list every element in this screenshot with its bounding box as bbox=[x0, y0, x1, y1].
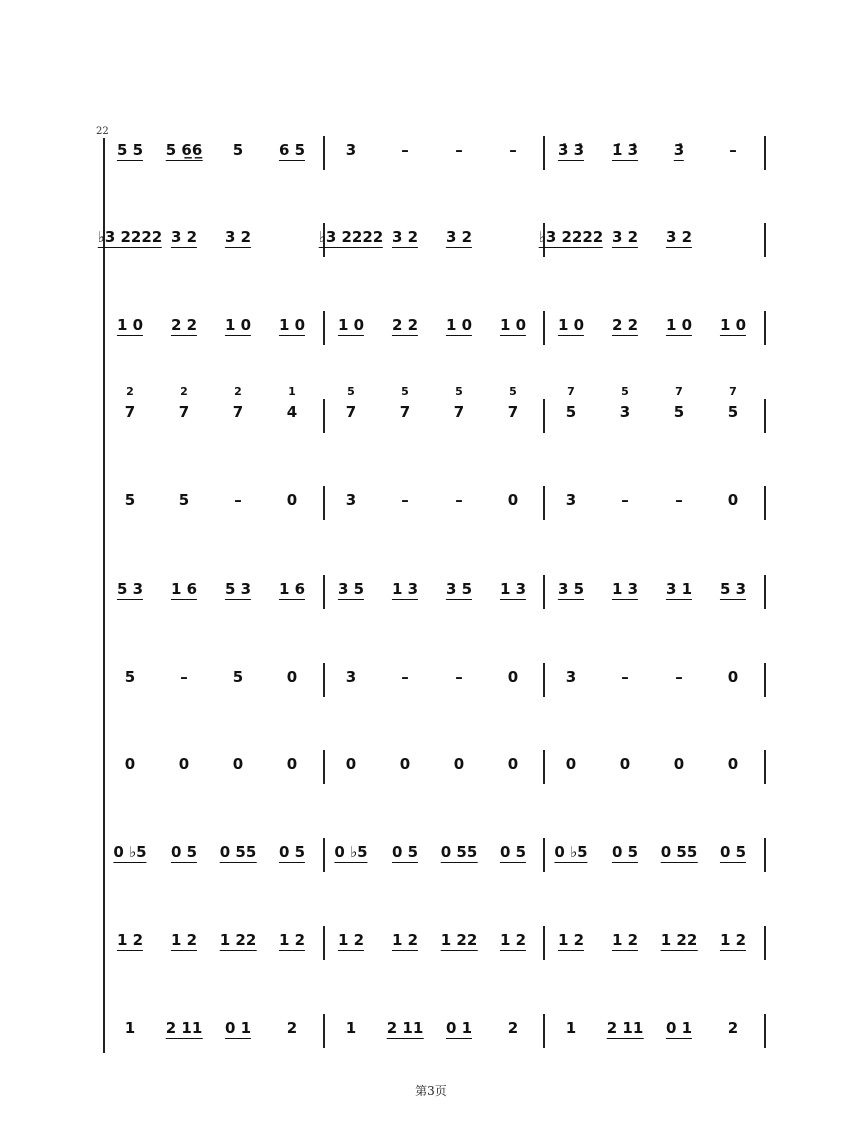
jianpu-note: 3 bbox=[345, 668, 357, 686]
jianpu-note: 1 0 bbox=[224, 316, 252, 334]
jianpu-note: 5 6̲6̲ bbox=[165, 141, 203, 159]
jianpu-note: 1 2 bbox=[278, 931, 306, 949]
jianpu-note: ♭3 2222 bbox=[97, 228, 163, 246]
jianpu-note: 2 2 bbox=[170, 316, 198, 334]
jianpu-note: 1 3 bbox=[611, 580, 639, 598]
jianpu-note: 1 2 bbox=[611, 931, 639, 949]
jianpu-note: 3 bbox=[345, 491, 357, 509]
jianpu-note: 1 2 bbox=[170, 931, 198, 949]
jianpu-note: 3 bbox=[345, 141, 357, 159]
jianpu-note: 5 bbox=[727, 403, 739, 421]
jianpu-note: – bbox=[180, 668, 188, 686]
barline bbox=[323, 136, 325, 170]
jianpu-note: – bbox=[401, 491, 409, 509]
jianpu-note: 1 2 bbox=[719, 931, 747, 949]
measure-number: 22 bbox=[96, 126, 109, 137]
jianpu-note: 0 ♭5 bbox=[554, 843, 588, 861]
jianpu-note: 1 bbox=[565, 1019, 577, 1037]
jianpu-note: – bbox=[455, 491, 463, 509]
jianpu-note: 0 ♭5 bbox=[113, 843, 147, 861]
staff-row-7 bbox=[0, 647, 862, 707]
jianpu-note: 7 bbox=[178, 403, 190, 421]
jianpu-note: 1 2 bbox=[557, 931, 585, 949]
jianpu-note: 1 0 bbox=[445, 316, 473, 334]
jianpu-note: – bbox=[234, 491, 242, 509]
jianpu-note: 0 bbox=[727, 491, 739, 509]
jianpu-note: 4 bbox=[286, 403, 298, 421]
jianpu-note: – bbox=[729, 141, 737, 159]
jianpu-note: 3 bbox=[565, 668, 577, 686]
jianpu-note: – bbox=[675, 668, 683, 686]
jianpu-note: 3 5 bbox=[337, 580, 365, 598]
barline bbox=[543, 311, 545, 345]
chord-upper-note: 2 bbox=[126, 385, 134, 398]
chord-upper-note: 2 bbox=[234, 385, 242, 398]
jianpu-note: 0 bbox=[345, 755, 357, 773]
chord-upper-note: 7 bbox=[567, 385, 575, 398]
jianpu-note: 1 0 bbox=[557, 316, 585, 334]
barline bbox=[764, 838, 766, 872]
jianpu-note: 2 11 bbox=[386, 1019, 424, 1037]
jianpu-note: 2 11 bbox=[606, 1019, 644, 1037]
jianpu-note: 0 55 bbox=[219, 843, 257, 861]
barline bbox=[323, 663, 325, 697]
jianpu-note: 3 5 bbox=[445, 580, 473, 598]
chord-upper-note: 7 bbox=[729, 385, 737, 398]
jianpu-note: 7 bbox=[399, 403, 411, 421]
barline bbox=[543, 399, 545, 433]
jianpu-note: 7 bbox=[124, 403, 136, 421]
jianpu-note: 0 bbox=[619, 755, 631, 773]
chord-upper-note: 7 bbox=[675, 385, 683, 398]
jianpu-note: 2 11 bbox=[165, 1019, 203, 1037]
jianpu-note: 2 2 bbox=[391, 316, 419, 334]
jianpu-note: 1̇ 3̇ bbox=[611, 141, 639, 159]
staff-row-8 bbox=[0, 734, 862, 794]
barline bbox=[543, 486, 545, 520]
staff-row-5 bbox=[0, 470, 862, 530]
jianpu-note: – bbox=[401, 141, 409, 159]
jianpu-note: 3 5 bbox=[557, 580, 585, 598]
jianpu-note: 0 bbox=[673, 755, 685, 773]
jianpu-note: 3 2 bbox=[665, 228, 693, 246]
jianpu-note: 0 bbox=[507, 668, 519, 686]
jianpu-note: 5 bbox=[232, 141, 244, 159]
jianpu-note: 0 55 bbox=[440, 843, 478, 861]
jianpu-note: 3 2 bbox=[391, 228, 419, 246]
barline bbox=[543, 575, 545, 609]
jianpu-note: 7 bbox=[345, 403, 357, 421]
jianpu-note: 5 bbox=[232, 668, 244, 686]
jianpu-note: 7 bbox=[507, 403, 519, 421]
jianpu-note: 1 0 bbox=[719, 316, 747, 334]
jianpu-note: – bbox=[675, 491, 683, 509]
staff-row-10 bbox=[0, 910, 862, 970]
staff-row-3 bbox=[0, 295, 862, 355]
jianpu-note: 1 22 bbox=[440, 931, 478, 949]
staff-row-2 bbox=[0, 207, 862, 267]
jianpu-note: 0 5 bbox=[719, 843, 747, 861]
jianpu-note: 3̇ 3̇ bbox=[557, 141, 585, 159]
jianpu-note: 0 bbox=[727, 668, 739, 686]
jianpu-note: 0 bbox=[507, 755, 519, 773]
jianpu-note: 1 6 bbox=[278, 580, 306, 598]
barline bbox=[323, 575, 325, 609]
jianpu-note: 1 6 bbox=[170, 580, 198, 598]
jianpu-note: 0 bbox=[286, 755, 298, 773]
jianpu-note: 0 bbox=[178, 755, 190, 773]
barline bbox=[764, 926, 766, 960]
barline bbox=[764, 311, 766, 345]
jianpu-note: 1 bbox=[124, 1019, 136, 1037]
jianpu-note: 3 2 bbox=[224, 228, 252, 246]
barline bbox=[543, 750, 545, 784]
jianpu-note: 2 bbox=[286, 1019, 298, 1037]
jianpu-note: 1 bbox=[345, 1019, 357, 1037]
staff-row-9 bbox=[0, 822, 862, 882]
jianpu-note: – bbox=[455, 668, 463, 686]
page-number: 第3页 bbox=[415, 1084, 447, 1098]
barline bbox=[543, 136, 545, 170]
barline bbox=[543, 926, 545, 960]
jianpu-note: 0 bbox=[727, 755, 739, 773]
jianpu-note: 1 0 bbox=[337, 316, 365, 334]
jianpu-note: 2 2 bbox=[611, 316, 639, 334]
jianpu-note: – bbox=[401, 668, 409, 686]
chord-upper-note: 5 bbox=[509, 385, 517, 398]
chord-upper-note: 5 bbox=[347, 385, 355, 398]
jianpu-note: 7 bbox=[453, 403, 465, 421]
barline bbox=[764, 136, 766, 170]
jianpu-note: 0 bbox=[232, 755, 244, 773]
jianpu-note: – bbox=[621, 668, 629, 686]
jianpu-note: 1 2 bbox=[337, 931, 365, 949]
jianpu-note: 0 bbox=[399, 755, 411, 773]
jianpu-note: 1 3 bbox=[391, 580, 419, 598]
jianpu-note: 0 1 bbox=[224, 1019, 252, 1037]
barline bbox=[764, 486, 766, 520]
barline bbox=[323, 486, 325, 520]
jianpu-note: 2 bbox=[507, 1019, 519, 1037]
barline bbox=[323, 838, 325, 872]
jianpu-note: 0 5 bbox=[611, 843, 639, 861]
jianpu-note: 1 3 bbox=[499, 580, 527, 598]
barline bbox=[323, 926, 325, 960]
jianpu-note: 1 0 bbox=[278, 316, 306, 334]
chord-upper-note: 1 bbox=[288, 385, 296, 398]
jianpu-note: 5 bbox=[124, 668, 136, 686]
jianpu-note: 3 1 bbox=[665, 580, 693, 598]
jianpu-note: 1 2 bbox=[391, 931, 419, 949]
jianpu-note: 0 bbox=[124, 755, 136, 773]
jianpu-note: 0 1 bbox=[665, 1019, 693, 1037]
chord-upper-note: 2 bbox=[180, 385, 188, 398]
chord-upper-note: 5 bbox=[401, 385, 409, 398]
chord-upper-note: 5 bbox=[455, 385, 463, 398]
jianpu-note: – bbox=[621, 491, 629, 509]
jianpu-note: 2 bbox=[727, 1019, 739, 1037]
jianpu-note: 0 ♭5 bbox=[334, 843, 368, 861]
barline bbox=[543, 663, 545, 697]
barline bbox=[764, 575, 766, 609]
jianpu-note: 0 5 bbox=[170, 843, 198, 861]
jianpu-note: 1 2 bbox=[116, 931, 144, 949]
jianpu-note: 3 bbox=[565, 491, 577, 509]
barline bbox=[323, 311, 325, 345]
jianpu-note: 0 1 bbox=[445, 1019, 473, 1037]
jianpu-note: 3 bbox=[619, 403, 631, 421]
barline bbox=[764, 223, 766, 257]
jianpu-note: 0 55 bbox=[660, 843, 698, 861]
chord-upper-note: 5 bbox=[621, 385, 629, 398]
barline bbox=[543, 838, 545, 872]
jianpu-note: 0 5 bbox=[499, 843, 527, 861]
jianpu-note: 3 2 bbox=[611, 228, 639, 246]
jianpu-note: 1 2 bbox=[499, 931, 527, 949]
barline bbox=[764, 663, 766, 697]
jianpu-note: 5 bbox=[124, 491, 136, 509]
jianpu-note: 1 22 bbox=[660, 931, 698, 949]
jianpu-note: 0 5 bbox=[391, 843, 419, 861]
staff-row-4 bbox=[0, 383, 862, 443]
jianpu-note: – bbox=[455, 141, 463, 159]
jianpu-note: 0 bbox=[565, 755, 577, 773]
jianpu-note: 0 bbox=[286, 491, 298, 509]
jianpu-note: 1 0 bbox=[499, 316, 527, 334]
jianpu-note: 0 bbox=[453, 755, 465, 773]
jianpu-note: 5 bbox=[673, 403, 685, 421]
staff-row-11 bbox=[0, 998, 862, 1058]
jianpu-note: 1 22 bbox=[219, 931, 257, 949]
jianpu-note: – bbox=[509, 141, 517, 159]
jianpu-note: ♭3 2222 bbox=[538, 228, 604, 246]
staff-row-1 bbox=[0, 120, 862, 180]
jianpu-note: 5 3 bbox=[224, 580, 252, 598]
jianpu-note: 3̇ bbox=[673, 141, 685, 159]
jianpu-note: 0 bbox=[286, 668, 298, 686]
jianpu-note: 3 2 bbox=[170, 228, 198, 246]
jianpu-note: 5 5 bbox=[116, 141, 144, 159]
jianpu-note: 1 0 bbox=[665, 316, 693, 334]
jianpu-note: ♭3 2222 bbox=[318, 228, 384, 246]
barline bbox=[764, 750, 766, 784]
staff-row-6 bbox=[0, 559, 862, 619]
barline bbox=[543, 1014, 545, 1048]
jianpu-note: 3 2 bbox=[445, 228, 473, 246]
barline bbox=[323, 750, 325, 784]
jianpu-note: 6 5 bbox=[278, 141, 306, 159]
jianpu-note: 5 bbox=[565, 403, 577, 421]
jianpu-note: 0 5 bbox=[278, 843, 306, 861]
barline bbox=[764, 399, 766, 433]
jianpu-note: 0 bbox=[507, 491, 519, 509]
jianpu-note: 5 3 bbox=[719, 580, 747, 598]
barline bbox=[764, 1014, 766, 1048]
barline bbox=[323, 399, 325, 433]
barline bbox=[323, 1014, 325, 1048]
jianpu-note: 7 bbox=[232, 403, 244, 421]
jianpu-note: 1 0 bbox=[116, 316, 144, 334]
jianpu-note: 5 bbox=[178, 491, 190, 509]
jianpu-note: 5 3 bbox=[116, 580, 144, 598]
